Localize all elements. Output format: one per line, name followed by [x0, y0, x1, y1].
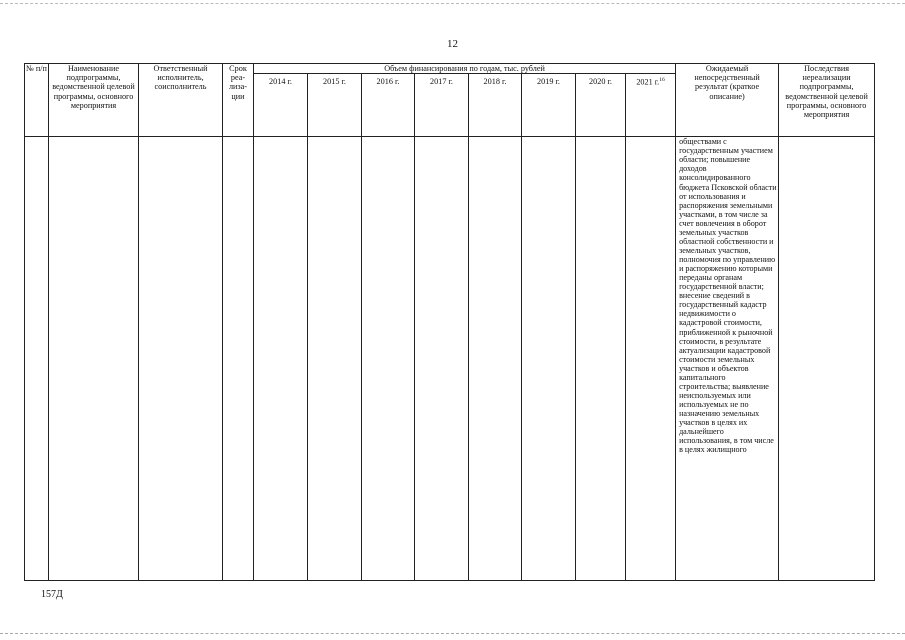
header-year-2019: 2019 г. — [522, 74, 576, 137]
cell-value-2018 — [469, 137, 522, 581]
cell-value-2016 — [362, 137, 415, 581]
header-num: № п/п — [25, 64, 49, 137]
cell-result: обществами с государственным участием области; повышение доходов консолидированного бюджета Псковской области от использования и распоряжения земельными участками, в том числе за счет вовлечения в оборот земельных участков областной собственности и земельных участков, полномочия по управлению и распоряжению которыми переданы органам государственной власти; внесение сведений в государственный кадастр недвижимости о кадастровой стоимости, приближенной к рыночной стоимости, в результате актуализации кадастровой стоимости земельных участков и объектов капитального строительства; выявление неиспользуемых или используемых не по назначению земельных участков в целях их дальнейшего использования, в том числе в целях жилищного — [676, 137, 779, 581]
scan-edge-top — [0, 3, 905, 4]
page-number: 12 — [447, 38, 458, 50]
header-name: Наименование подпрограммы, ведомственной целевой программы, основного мероприятия — [49, 64, 139, 137]
cell-value-2020 — [576, 137, 626, 581]
program-table — [24, 63, 875, 581]
cell-consequences — [779, 137, 875, 581]
header-year-2021 — [626, 74, 676, 137]
cell-responsible — [139, 137, 223, 581]
header-year-2016: 2016 г. — [362, 74, 415, 137]
header-responsible: Ответственный исполнитель, соисполнитель — [139, 64, 223, 137]
header-year-2015: 2015 г. — [308, 74, 362, 137]
header-funding: Объем финансирования по годам, тыс. рублей — [254, 64, 676, 74]
cell-num — [25, 137, 49, 581]
header-term: Срок реа-лиза-ции — [223, 64, 254, 137]
cell-value-2021 — [626, 137, 676, 581]
header-year-2017: 2017 г. — [415, 74, 469, 137]
cell-term — [223, 137, 254, 581]
cell-value-2017 — [415, 137, 469, 581]
cell-value-2015 — [308, 137, 362, 581]
header-result: Ожидаемый непосредственный результат (краткое описание) — [676, 64, 779, 137]
header-year-2014: 2014 г. — [254, 74, 308, 137]
document-code: 157Д — [41, 589, 63, 600]
header-year-2020: 2020 г. — [576, 74, 626, 137]
cell-value-2019 — [522, 137, 576, 581]
header-year-2018: 2018 г. — [469, 74, 522, 137]
cell-value-2014 — [254, 137, 308, 581]
footnote-marker: 16 — [659, 77, 665, 84]
cell-name — [49, 137, 139, 581]
header-consequences: Последствия нереализации подпрограммы, ведомственной целевой программы, основного мероприятия — [779, 64, 875, 137]
table-row — [25, 137, 875, 581]
scan-edge-bottom — [0, 633, 905, 634]
year-2021-label: 2021 г. — [636, 77, 660, 87]
